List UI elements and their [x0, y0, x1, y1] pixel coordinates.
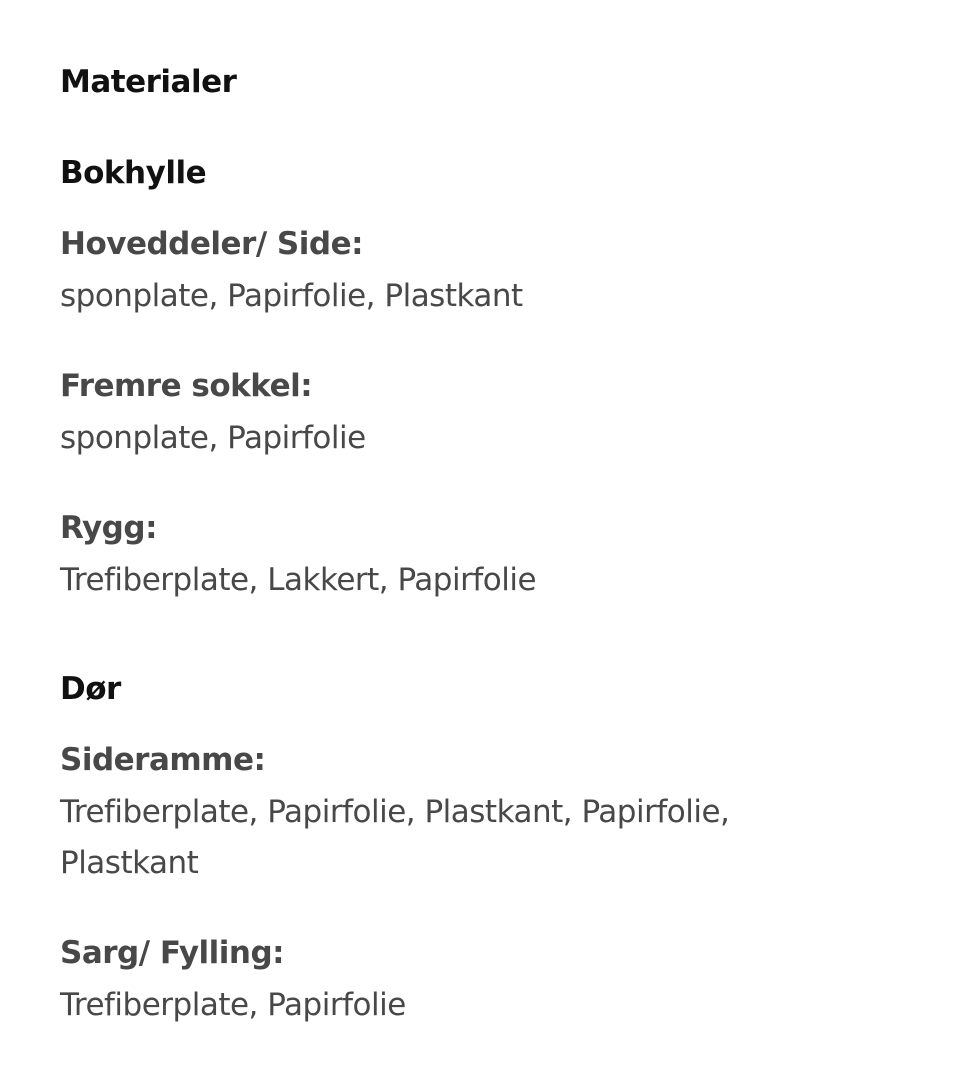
material-label: Rygg: [60, 510, 157, 546]
material-value: Trefiberplate, Lakkert, Papirfolie [60, 562, 537, 598]
material-value: sponplate, Papirfolie [60, 420, 366, 456]
material-value: Trefiberplate, Papirfolie, Plastkant, Papirfolie, Plastkant [60, 794, 730, 881]
page-title: Materialer [60, 64, 237, 100]
material-label: Sarg/ Fylling: [60, 935, 285, 971]
material-label: Fremre sokkel: [60, 368, 313, 404]
section-heading: Dør [60, 671, 121, 707]
material-label: Sideramme: [60, 742, 266, 778]
material-label: Hoveddeler/ Side: [60, 226, 363, 262]
material-value: sponplate, Papirfolie, Plastkant [60, 278, 523, 314]
section-heading: Bokhylle [60, 155, 207, 191]
material-value: Trefiberplate, Papirfolie [60, 987, 406, 1023]
